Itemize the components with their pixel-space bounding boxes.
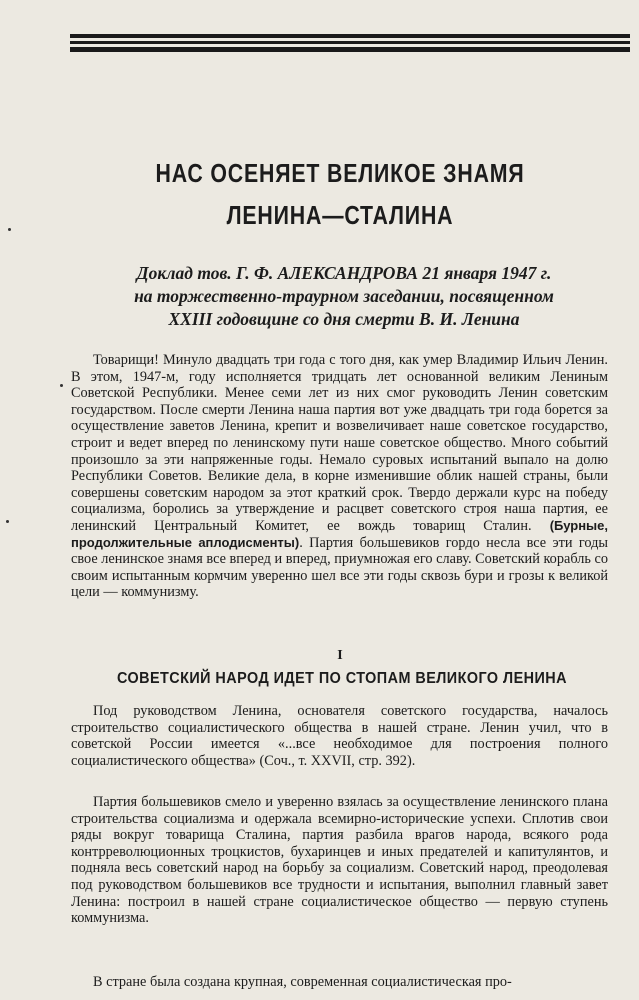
intro-text-end: . Партия большевиков гордо несла все эти годы свое ленинское знамя все вперед и вперед, приумножая его славу. Советский корабль со своим испытанным кормчим уверенно шел все эти годы сквозь бури и грозы к великой цели — коммунизму. (71, 534, 609, 601)
body-paragraph (71, 974, 608, 991)
scan-speck (8, 228, 11, 231)
body-paragraph (71, 794, 608, 927)
article-subtitle-line-2: на торжественно-траурном заседании, посвященном (134, 286, 554, 306)
intro-text-start: Товарищи! Минуло двадцать три года с того дня, как умер Владимир Ильич Ленин. В этом, 1947-м, году исполняется тридцать лет основанной великим Лениным Советской Республики. Менее семи лет из них смог руководить Ленин советским государством. После смерти Ленина наша партия вот уже двадцать три года борется за осуществление заветов Ленина, крепит и возвеличивает наше советское государство, строит и ведет вперед по ленинскому пути наше советское общество. Много событий произошло за эти напряженные годы. Немало суровых испытаний выпало на долю Республики Советов. Великие дела, в корне изменившие облик нашей страны, были совершены советским народом за этот краткий срок. Твердо держали курс на победу социализма, боролись за утверждение и расцвет советского строя наша партия, ее ленинский Центральный Комитет, ее вождь товарищ Сталин. (71, 352, 608, 534)
header-rule (70, 34, 630, 38)
paragraph-text: Партия большевиков смело и уверенно взялась за осуществление ленинского плана строительства социализма и одержала всемирно-исторические успехи. Сплотив свои ряды вокруг товарища Сталина, партия разбила врагов народа, всякого рода контрреволюционных троцкистов, бухаринцев и иных предателей и капитулянтов, и подняла весь советский народ на борьбу за социализм. Советский народ, преодолевая под руководством большевиков все трудности и испытания, выполнил главный завет Ленина: построил в нашей стране социалистическое общество — первую ступень коммунизма. (71, 794, 608, 927)
header-rule (70, 41, 630, 44)
scan-speck (60, 384, 63, 387)
header-rule (70, 47, 630, 52)
scan-speck (6, 520, 9, 523)
intro-paragraph (71, 352, 608, 601)
section-title: СОВЕТСКИЙ НАРОД ИДЕТ ПО СТОПАМ ВЕЛИКОГО ЛЕНИНА (117, 670, 567, 687)
body-paragraph (71, 703, 608, 769)
paragraph-text: В стране была создана крупная, современная социалистическая про- (93, 974, 512, 990)
applause-remark: (Бурные, продолжительные аплодисменты) (71, 517, 608, 550)
article-title-line-2: ЛЕНИНА—СТАЛИНА (226, 200, 454, 230)
paragraph-text: Под руководством Ленина, основателя советского государства, началось строительство социалистического общества в нашей стране. Ленин учил, что в советской России имеется «...все необходимое для построения полного социалистического общества» (Соч., т. XXVII, стр. 392). (71, 703, 608, 769)
header-decorative-rules (70, 34, 630, 52)
article-subtitle-line-1: Доклад тов. Г. Ф. АЛЕКСАНДРОВА 21 января 1947 г. (136, 263, 552, 283)
section-number: I (337, 648, 343, 663)
article-title-line-1: НАС ОСЕНЯЕТ ВЕЛИКОЕ ЗНАМЯ (155, 158, 525, 188)
article-subtitle-line-3: XXIII годовщине со дня смерти В. И. Ленина (168, 309, 520, 329)
